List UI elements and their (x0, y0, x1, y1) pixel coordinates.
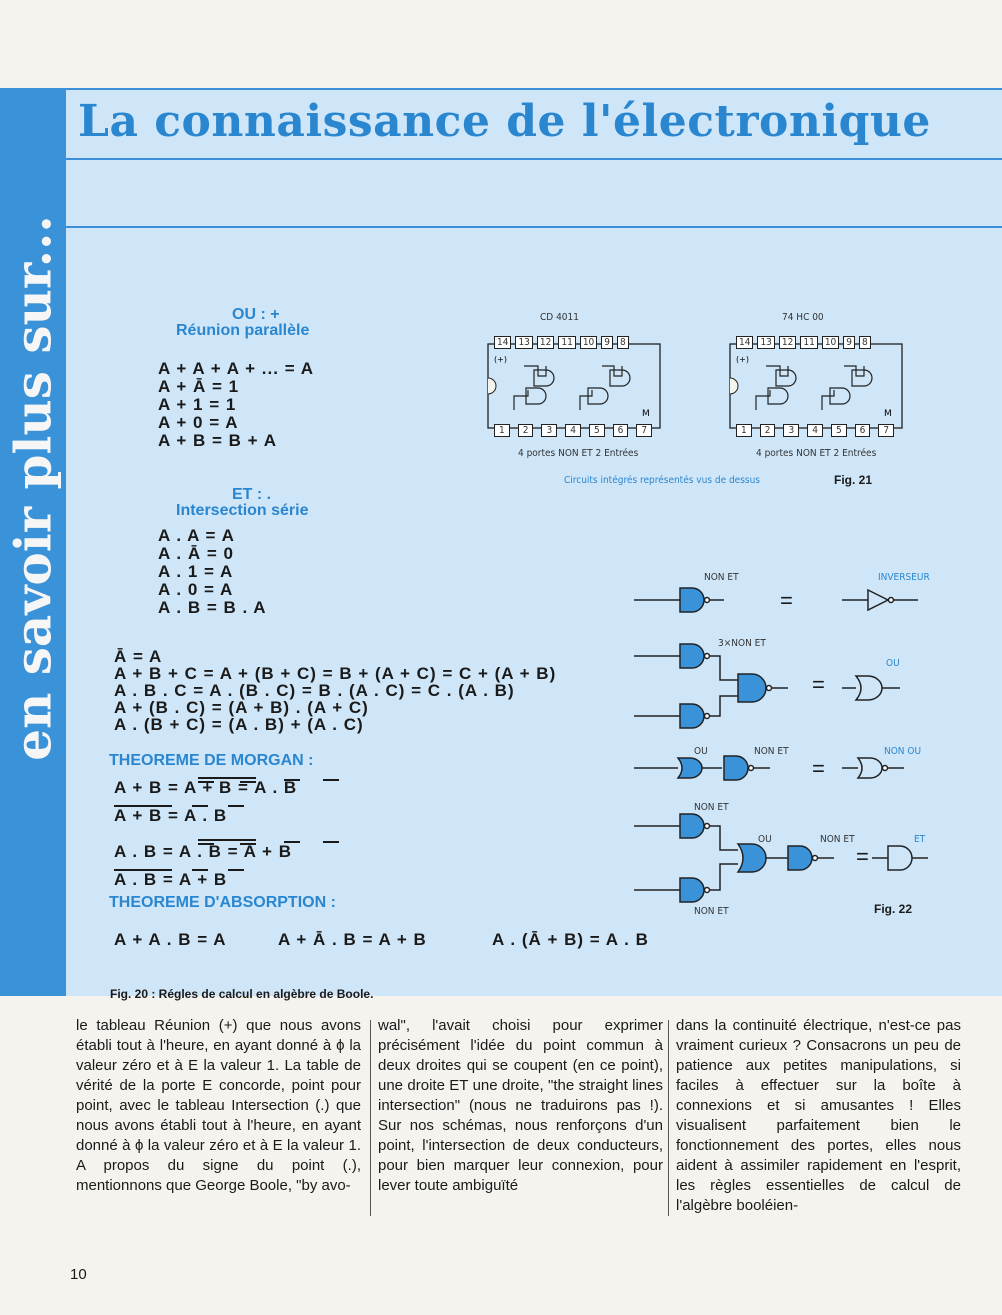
pin-label: 10 (822, 336, 839, 349)
svg-text:M: M (884, 409, 892, 419)
gate-label-nor: NON OU (884, 746, 922, 757)
svg-text:M: M (642, 409, 650, 419)
ou-subheading: Réunion parallèle (176, 322, 310, 339)
column-divider (370, 1020, 371, 1216)
pin-label: 4 (565, 424, 581, 437)
pin-label: 11 (800, 336, 817, 349)
chip1-name: CD 4011 (540, 312, 579, 323)
chip2-bottom-pins (736, 424, 894, 437)
side-bar (0, 88, 66, 996)
et-subheading: Intersection série (176, 502, 309, 519)
pin-label: 12 (537, 336, 554, 349)
general-rule: A . B . C = A . (B . C) = B . (A . C) = C . (A . B) (114, 681, 515, 700)
pin-label: 4 (807, 424, 823, 437)
gate-diagrams (620, 560, 950, 930)
text-column-3: dans la continuité électrique, n'est-ce pas vraiment curieux ? Consacrons un peu de patience aux petites manipulations, si faciles à effectuer sur la boîte à connexions et si amusantes ! Elles visualisent parfaitement bien le fonctionnement des portes, elles nous aident à assimiler rapidement en l'esprit, les règles essentielles de calcul de l'algèbre booléien- (676, 1017, 961, 1214)
chip1-caption: 4 portes NON ET 2 Entrées (518, 448, 639, 459)
general-rules (114, 648, 556, 733)
page-title: La connaissance de l'électronique (78, 96, 931, 147)
side-label: en savoir plus sur... (3, 215, 63, 761)
gate-label-or: OU (694, 746, 708, 757)
ou-rule: A + A + A + ... = A (158, 359, 314, 378)
pin-label: 1 (494, 424, 510, 437)
pin-label: 7 (878, 424, 894, 437)
chip2-top-pins (736, 336, 871, 349)
chip2-name: 74 HC 00 (782, 312, 824, 323)
svg-text:(+): (+) (736, 355, 749, 364)
et-rule: A . A = A (158, 526, 235, 545)
absorption-title: THEOREME D'ABSORPTION : (109, 894, 336, 911)
gate-label-or: OU (758, 834, 772, 845)
et-heading: ET : . (232, 486, 272, 503)
column-divider (668, 1020, 669, 1216)
et-rule: A . 0 = A (158, 580, 234, 599)
gate-label-nand: NON ET (820, 834, 855, 845)
pin-label: 13 (515, 336, 532, 349)
absorption-rule: A . (Ā + B) = A . B (492, 930, 649, 949)
pin-label: 7 (636, 424, 652, 437)
pin-label: 9 (601, 336, 613, 349)
et-rule: A . 1 = A (158, 562, 234, 581)
pin-label: 5 (831, 424, 847, 437)
chip1-bottom-pins (494, 424, 652, 437)
pin-label: 6 (613, 424, 629, 437)
equals-sign: = (856, 844, 869, 869)
pin-label: 2 (518, 424, 534, 437)
equals-sign: = (780, 588, 793, 613)
pin-label: 8 (617, 336, 629, 349)
text-column-2: wal", l'avait choisi pour exprimer précisément l'idée du point commun à deux droites qui se coupent (en ce point), une droite ET une droite, "the straight lines intersection" (nous ne traduirons pas !). Sur nos schémas, nous renforçons d'un point, l'intersection de deux conducteurs, pour bien marquer leur connexion, pour lever toute ambiguïté (378, 1017, 663, 1194)
fig22-label: Fig. 22 (874, 902, 913, 916)
morgan-rule: A + B = A + B = A . B (114, 778, 298, 797)
ou-rule: A + 1 = 1 (158, 395, 237, 414)
ou-rule: A + B = B + A (158, 431, 277, 450)
chip1-top-pins (494, 336, 629, 349)
header-bottom-line (66, 226, 1002, 228)
et-rule: A . B = B . A (158, 598, 267, 617)
gate-label-nand: NON ET (694, 802, 729, 813)
general-rule: A . (B + C) = (A . B) + (A . C) (114, 715, 364, 734)
et-rule: A . Ā = 0 (158, 544, 234, 563)
gate-label-inverter: INVERSEUR (878, 572, 930, 583)
page-number: 10 (70, 1266, 87, 1283)
pin-label: 6 (855, 424, 871, 437)
absorption-rule: A + A . B = A (114, 930, 227, 949)
gate-label-nand: NON ET (694, 906, 729, 917)
pin-label: 13 (757, 336, 774, 349)
general-rule: Ā = A (114, 647, 163, 666)
ou-rules (158, 360, 314, 450)
text-column-1: le tableau Réunion (+) que nous avons établi tout à l'heure, en ayant donné à ϕ la valeur zéro et à E la valeur 1. La table de vérité de la porte E concorde, point pour point, avec le tableau Intersection (.) que nous avons établi tout à l'heure, en ayant donné à ϕ la valeur zéro et à E la valeur 1. A propos du signe du point (.), mentionnons que George Boole, "by avo- (76, 1017, 361, 1194)
morgan-rule: A + B = A . B (114, 806, 228, 825)
pin-label: 9 (843, 336, 855, 349)
fig21-subcaption: Circuits intégrés représentés vus de dessus (564, 475, 760, 486)
ou-rule: A + 0 = A (158, 413, 239, 432)
morgan-rule: A . B = A + B (114, 870, 228, 889)
pin-label: 12 (779, 336, 796, 349)
gate-label-nand: NON ET (704, 572, 739, 583)
pin-label: 14 (494, 336, 511, 349)
et-rules (158, 527, 267, 617)
equals-sign: = (812, 756, 825, 781)
ou-heading: OU : + (232, 306, 280, 323)
pin-label: 10 (580, 336, 597, 349)
fig20-caption: Fig. 20 : Régles de calcul en algèbre de Boole. (110, 987, 374, 1001)
equals-sign: = (812, 672, 825, 697)
gate-label-and: ET (914, 834, 926, 845)
morgan-overlines (110, 770, 370, 880)
pin-label: 14 (736, 336, 753, 349)
pin-label: 3 (783, 424, 799, 437)
absorption-rule: A + Ā . B = A + B (278, 930, 427, 949)
morgan-title: THEOREME DE MORGAN : (109, 752, 314, 769)
pin-label: 8 (859, 336, 871, 349)
gate-label-3nand: 3×NON ET (718, 638, 766, 649)
pin-label: 2 (760, 424, 776, 437)
ou-rule: A + Ā = 1 (158, 377, 240, 396)
svg-text:(+): (+) (494, 355, 507, 364)
chip2-caption: 4 portes NON ET 2 Entrées (756, 448, 877, 459)
morgan-rule: A . B = A . B = A + B (114, 842, 292, 861)
pin-label: 5 (589, 424, 605, 437)
gate-label-nand: NON ET (754, 746, 789, 757)
pin-label: 3 (541, 424, 557, 437)
pin-label: 1 (736, 424, 752, 437)
pin-label: 11 (558, 336, 575, 349)
gate-label-or: OU (886, 658, 900, 669)
general-rule: A + (B . C) = (A + B) . (A + C) (114, 698, 369, 717)
general-rule: A + B + C = A + (B + C) = B + (A + C) = C + (A + B) (114, 664, 557, 683)
fig21-label: Fig. 21 (834, 473, 873, 487)
